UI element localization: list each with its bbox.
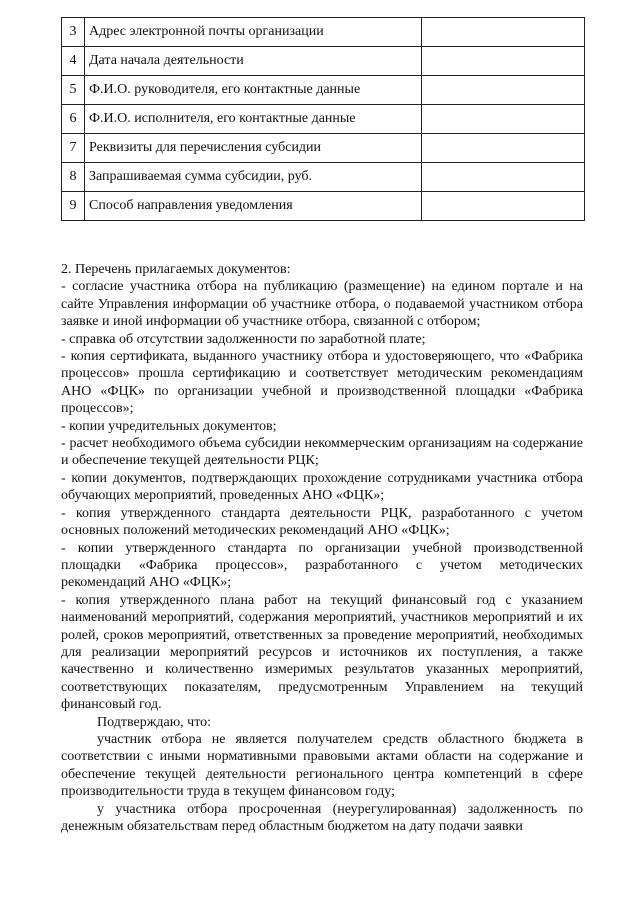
- document-list-item: - копия утвержденного плана работ на текущий финансовый год с указанием наименований мероприятий, содержания мероприятий, участников мероприятий и их ролей, сроков мероприятий, ответственных за проведение мероприятий, необходимых для реализации мероприятий ресурсов и источников их поступления, а также качественно и количественно измеримых результатов указанных мероприятий, соответствующих показателям, предусмотренным Управлением на текущий финансовый год.: [61, 592, 583, 713]
- row-number: 5: [62, 76, 85, 105]
- row-value: [422, 163, 585, 192]
- row-label: Запрашиваемая сумма субсидии, руб.: [85, 163, 422, 192]
- table-row: [62, 163, 585, 192]
- document-body: [61, 261, 583, 835]
- row-number: 8: [62, 163, 85, 192]
- table-row: [62, 134, 585, 163]
- document-list-item: - копии учредительных документов;: [61, 418, 277, 434]
- document-list-item: - копия утвержденного стандарта деятельности РЦК, разработанного с учетом основных положений методических рекомендаций АНО «ФЦК»;: [61, 505, 583, 539]
- row-number: 7: [62, 134, 85, 163]
- document-list-item: - копия сертификата, выданного участнику отбора и удостоверяющего, что «Фабрика процессов» прошла сертификацию и соответствует методическим рекомендациям АНО «ФЦК» по организации учебной и производственной площадки «Фабрика процессов»;: [61, 349, 583, 417]
- confirmation-heading: Подтверждаю, что:: [97, 714, 212, 730]
- row-value: [422, 47, 585, 76]
- table-row: [62, 192, 585, 221]
- row-number: 3: [62, 18, 85, 47]
- row-number: 6: [62, 105, 85, 134]
- row-label: Реквизиты для перечисления субсидии: [85, 134, 422, 163]
- row-value: [422, 76, 585, 105]
- row-number: 4: [62, 47, 85, 76]
- applicant-info-table: [61, 17, 585, 221]
- document-list-item: - расчет необходимого объема субсидии некоммерческим организациям на содержание и обеспечение текущей деятельности РЦК;: [61, 436, 583, 469]
- table-row: [62, 47, 585, 76]
- document-list-item: - согласие участника отбора на публикацию (размещение) на едином портале и на сайте Управления информации об участнике отбора, о подаваемой участником отбора заявке и иной информации об участнике отбора, связанной с отбором;: [61, 279, 583, 330]
- row-value: [422, 192, 585, 221]
- section-heading: 2. Перечень прилагаемых документов:: [61, 262, 291, 277]
- row-label: Ф.И.О. руководителя, его контактные данные: [85, 76, 422, 105]
- table-row: [62, 76, 585, 105]
- row-label: Дата начала деятельности: [85, 47, 422, 76]
- row-number: 9: [62, 192, 85, 221]
- confirmation-paragraph: у участника отбора просроченная (неурегулированная) задолженность по денежным обязательствам перед областным бюджетом на дату подачи заявки: [61, 801, 583, 834]
- document-list-item: - справка об отсутствии задолженности по заработной плате;: [61, 331, 426, 347]
- document-list-item: - копии утвержденного стандарта по организации учебной производственной площадки «Фабрика процессов», разработанного с учетом методических рекомендаций АНО «ФЦК»;: [61, 540, 583, 591]
- row-value: [422, 134, 585, 163]
- confirmation-paragraph: участник отбора не является получателем средств областного бюджета в соответствии с иными нормативными правовыми актами области на содержание и обеспечение текущей деятельности регионального центра компетенций в сфере производительности труда в текущем финансовом году;: [61, 731, 583, 800]
- document-list-item: - копии документов, подтверждающих прохождение сотрудниками участника отбора обучающих мероприятий, проведенных АНО «ФЦК»;: [61, 470, 583, 504]
- row-value: [422, 18, 585, 47]
- row-label: Адрес электронной почты организации: [85, 18, 422, 47]
- table-row: [62, 18, 585, 47]
- table-row: [62, 105, 585, 134]
- row-label: Способ направления уведомления: [85, 192, 422, 221]
- row-value: [422, 105, 585, 134]
- row-label: Ф.И.О. исполнителя, его контактные данные: [85, 105, 422, 134]
